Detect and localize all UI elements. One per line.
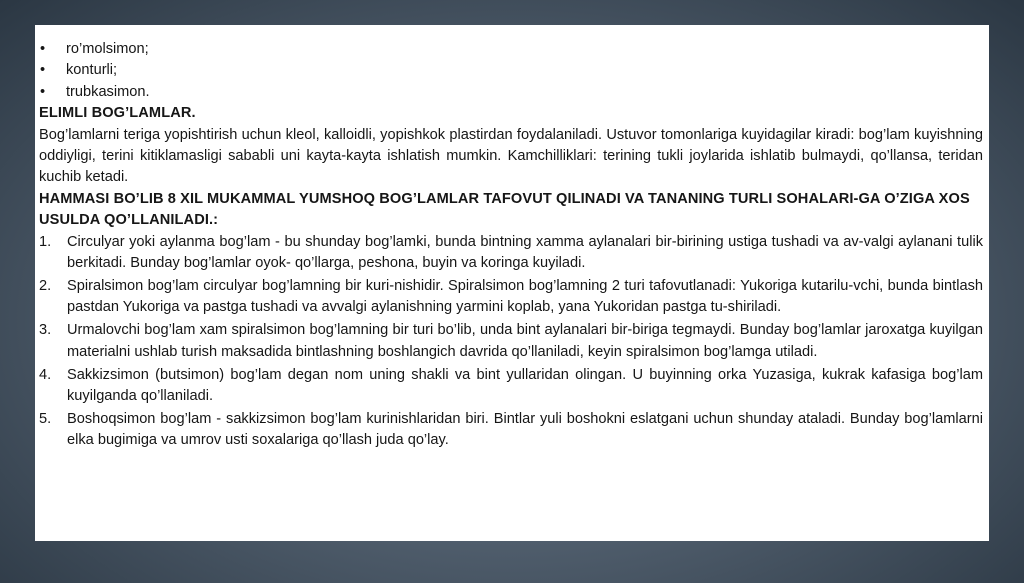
item-number: 5. [39, 410, 52, 427]
document-page [35, 25, 989, 541]
item-text: Spiralsimon bog’lam circulyar bog’lamning bir kuri-nishidir. Spiralsimon bog’lamning 2 turi tafovutlanadi: Yukoriga kutarilu-vchi, bunda bintlash pastdan Yukoriga va pastga tushadi va avvalgi aylanishning yarmini koplab, yana Yukoridan pastga tu-shiriladi. [67, 277, 983, 316]
item-number: 3. [39, 322, 52, 339]
bullet-text: konturli; [66, 62, 118, 79]
item-text: Urmalovchi bog’lam xam spiralsimon bog’lamning bir turi bo’lib, unda bint aylanalari bir-biriga tegmaydi. Bunday bog’lamlar jaroxatga kuyilgan materialni ushlab turish maksadida bintlashning boshlangich davrida qo’llaniladi, keyin spiralsimon bog’lamga utiladi. [67, 322, 983, 360]
list-item [39, 409, 983, 452]
bullet-marker: • [40, 41, 46, 57]
list-item [39, 60, 983, 81]
bullet-text: ro’molsimon; [66, 41, 149, 57]
item-text: Boshoqsimon bog’lam - sakkizsimon bog’lam kurinishlaridan biri. Bintlar yuli boshokni eslatgani uchun shunday ataladi. Bunday bog’lamlarni elka bugimiga va umrov usti soxalariga qo’llash juda qo’lay. [67, 410, 983, 449]
list-item [39, 365, 983, 408]
bullet-marker: • [40, 83, 46, 100]
main-heading: HAMMASI BO’LIB 8 XIL MUKAMMAL YUMSHOQ BOG’LAMLAR TAFOVUT QILINADI VA TANANING TURLI SOHALARI-GA O’ZIGA XOS USULDA QO’LLANILADI.: [39, 190, 970, 229]
list-item [39, 320, 983, 363]
bullet-list [39, 39, 983, 103]
numbered-list [39, 232, 983, 452]
item-text: Circulyar yoki aylanma bog’lam - bu shunday bog’lamki, bunda bintning xamma aylanalari bir-birining ustiga tushadi va av-valgi aylanani tulik berkitadi. Bunday bog’lamlar oyok- qo’llarga, peshona, buyin va koringa kuyiladi. [67, 233, 983, 272]
section-heading: ELIMLI BOG’LAMLAR. [39, 105, 196, 122]
item-text: Sakkizsimon (butsimon) bog’lam degan nom uning shakli va bint yullaridan olingan. U buyinning orka Yuzasiga, kukrak kafasiga bog’lam kuyilganda qo’llaniladi. [67, 366, 983, 404]
list-item [39, 39, 983, 60]
bullet-text: trubkasimon. [66, 83, 150, 100]
bullet-marker: • [40, 62, 46, 79]
section-paragraph: Bog’lamlarni teriga yopishtirish uchun kleol, kalloidli, yopishkok plastirdan foydalaniladi. Ustuvor tomonlariga kuyidagilar kiradi: bog’lam kuyishning oddiyligi, terini kitiklamasligi sababli uni kayta-kayta ishlatish mumkin. Kamchilliklari: terining tukli joylarida ishlatib bulmaydi, qo’llansa, teridan kuchib ketadi. [39, 126, 983, 186]
item-number: 1. [39, 233, 52, 250]
item-number: 2. [39, 277, 52, 294]
item-number: 4. [39, 366, 52, 383]
list-item [39, 276, 983, 319]
list-item [39, 232, 983, 275]
list-item [39, 82, 983, 103]
